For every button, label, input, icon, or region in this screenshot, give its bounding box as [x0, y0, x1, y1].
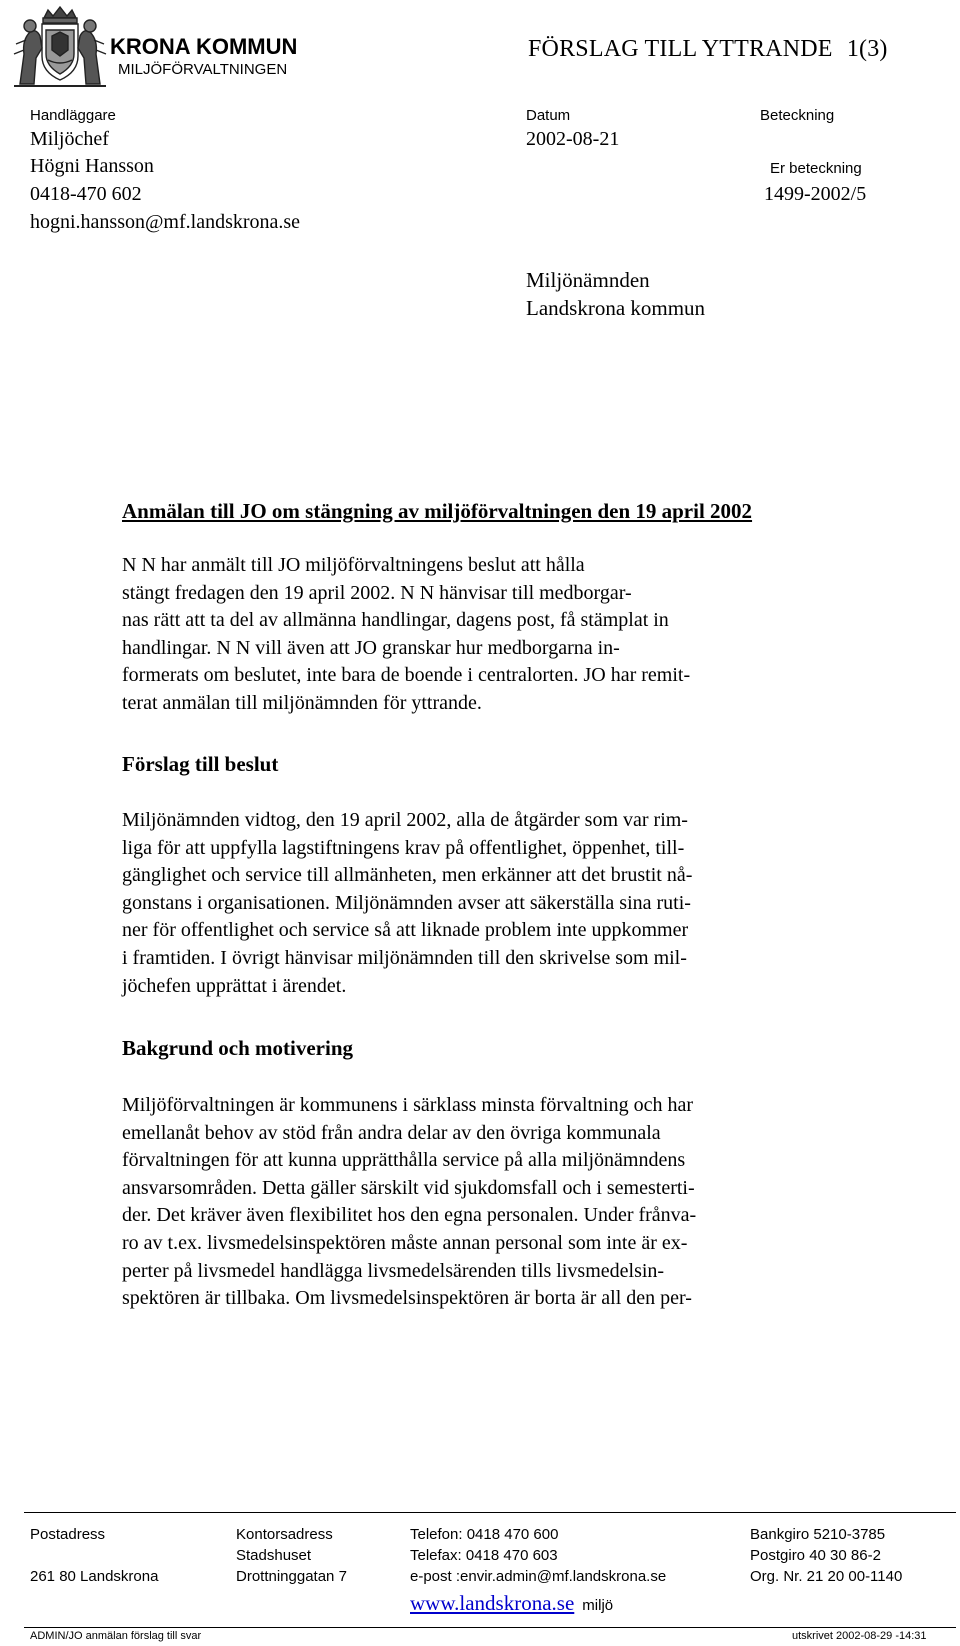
paragraph-line: Miljönämnden vidtog, den 19 april 2002, alla de åtgärder som var rim- — [122, 809, 688, 831]
paragraph-line: perter på livsmedel handlägga livsmedelsärenden tills livsmedelsin- — [122, 1259, 665, 1282]
kontorsadress-label: Kontorsadress — [236, 1526, 333, 1543]
footer-email: e-post :envir.admin@mf.landskrona.se — [410, 1568, 667, 1585]
paragraph-line: emellanåt behov av stöd från andra delar av den övriga kommunala — [122, 1121, 661, 1144]
footer-office-line-1: Stadshuset — [236, 1547, 312, 1564]
footer-office-line-2: Drottninggatan 7 — [236, 1568, 347, 1585]
postadress-label: Postadress — [30, 1526, 106, 1543]
beteckning-label: Beteckning — [760, 107, 835, 124]
paragraph-line: liga för att uppfylla lagstiftningens krav på offentlighet, öppenhet, till- — [122, 836, 685, 859]
er-beteckning-label: Er beteckning — [770, 160, 862, 177]
recipient-line-1: Miljönämnden — [526, 268, 650, 292]
department-name: MILJÖFÖRVALTNINGEN — [118, 61, 288, 78]
page-indicator: 1(3) — [846, 36, 888, 62]
paragraph-line: formerats om beslutet, inte bara de boende i centralorten. JO har remit- — [122, 664, 691, 687]
organization-name: KRONA KOMMUN — [110, 34, 298, 59]
paragraph-line: ansvarsområden. Detta gäller särskilt vid sjukdomsfall och i semesterti- — [122, 1176, 695, 1199]
document-type: FÖRSLAG TILL YTTRANDE — [528, 36, 833, 62]
paragraph-line: gonstans i organisationen. Miljönämnden avser att säkerställa sina ruti- — [122, 891, 691, 914]
website-suffix: miljö — [582, 1597, 614, 1614]
paragraph-line: ro av t.ex. livsmedelsinspektören måste annan personal som inte är ex- — [122, 1231, 688, 1254]
handlaggare-label: Handläggare — [30, 107, 116, 124]
paragraph-line: ner för offentlighet och service så att liknade problem inte uppkommer — [122, 919, 689, 942]
footer-printed-timestamp: utskrivet 2002-08-29 -14:31 — [792, 1630, 927, 1642]
paragraph-line: jöchefen upprättat i ärendet. — [122, 974, 347, 997]
handler-phone: 0418-470 602 — [30, 183, 142, 205]
footer-bankgiro: Bankgiro 5210-3785 — [750, 1526, 886, 1543]
municipal-crest-logo — [8, 4, 112, 90]
recipient-line-2: Landskrona kommun — [526, 296, 706, 320]
footer-fax: Telefax: 0418 470 603 — [410, 1547, 558, 1564]
paragraph-line: spektören är tillbaka. Om livsmedelsinspektören är borta är all den per- — [122, 1287, 692, 1310]
document-date: 2002-08-21 — [526, 128, 620, 150]
footer-phone: Telefon: 0418 470 600 — [410, 1526, 559, 1543]
background-heading: Bakgrund och motivering — [122, 1036, 354, 1060]
paragraph-line: Miljöförvaltningen är kommunens i särklass minsta förvaltning och har — [122, 1094, 693, 1116]
footer-website-row — [410, 1591, 613, 1616]
footer-file-path: ADMIN/JO anmälan förslag till svar — [30, 1630, 202, 1642]
datum-label: Datum — [526, 107, 571, 124]
footer-divider — [24, 1512, 956, 1513]
footer-bottom-divider — [24, 1627, 956, 1628]
paragraph-line: stängt fredagen den 19 april 2002. N N hänvisar till medborgar- — [122, 581, 632, 604]
document-title — [528, 36, 888, 63]
paragraph-line: der. Det kräver även flexibilitet hos den egna personalen. Under frånva- — [122, 1204, 697, 1227]
paragraph-line: N N har anmält till JO miljöförvaltningens beslut att hålla — [122, 554, 585, 576]
paragraph-line: gänglighet och service till allmänheten, men erkänner att det brustit nå- — [122, 864, 693, 887]
intro-paragraph — [122, 552, 690, 718]
website-link[interactable]: www.landskrona.se — [410, 1591, 575, 1615]
letter-subject-heading: Anmälan till JO om stängning av miljöförvaltningen den 19 april 2002 — [122, 499, 753, 523]
footer-postgiro: Postgiro 40 30 86-2 — [750, 1547, 881, 1564]
handler-name: Högni Hansson — [30, 155, 154, 177]
handler-email: hogni.hansson@mf.landskrona.se — [30, 211, 301, 233]
paragraph-line: handlingar. N N vill även att JO granskar hur medborgarna in- — [122, 636, 620, 659]
er-beteckning-value: 1499-2002/5 — [764, 183, 867, 205]
footer-postal-address: 261 80 Landskrona — [30, 1568, 159, 1585]
paragraph-line: nas rätt att ta del av allmänna handlingar, dagens post, få stämplat in — [122, 609, 669, 632]
background-paragraph — [122, 1092, 696, 1313]
paragraph-line: förvaltningen för att kunna upprätthålla service på alla miljönämndens — [122, 1149, 686, 1172]
handler-role: Miljöchef — [30, 128, 109, 150]
footer-org-number: Org. Nr. 21 20 00-1140 — [750, 1568, 903, 1585]
paragraph-line: i framtiden. I övrigt hänvisar miljönämnden till den skrivelse som mil- — [122, 946, 687, 969]
proposal-paragraph — [122, 807, 692, 1000]
paragraph-line: terat anmälan till miljönämnden för yttrande. — [122, 691, 482, 714]
proposal-heading: Förslag till beslut — [122, 752, 279, 776]
